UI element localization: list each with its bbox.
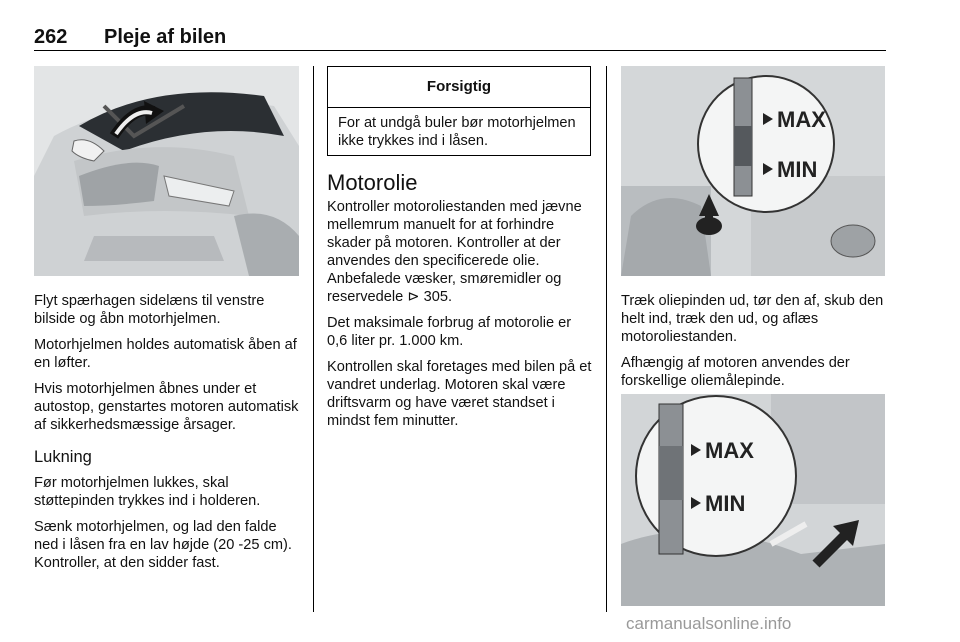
fig2-min-label: MIN [705,491,746,516]
autostop-note: Hvis motorhjelmen åbnes under et autostop, genstartes motoren automatisk af sikkerhedsmæssige årsager. [34,381,299,433]
page-title: Pleje af bilen [104,26,227,48]
page-reference-arrow: ⊳ [407,289,420,305]
fig2-max-label: MAX [705,438,754,463]
watermark: carmanualsonline.info [626,614,792,633]
section-heading-closing: Lukning [34,448,92,466]
page-number: 262 [34,26,68,48]
caution-text: For at undgå buler bør motorhjelmen ikke trykkes ind i låsen. [338,115,576,149]
fig1-min-label: MIN [777,157,818,182]
dipstick-illustration-2 [621,394,885,606]
fig1-max-label: MAX [777,107,826,132]
section-heading-engine-oil: Motorolie [327,170,418,195]
dipstick-illustration-1 [621,66,885,276]
hood-open-instruction: Flyt spærhagen sidelæns til venstre bilside og åbn motorhjelmen. [34,293,265,327]
support-rod-instruction: Før motorhjelmen lukkes, skal støttepinden trykkes ind i holderen. [34,475,261,509]
hood-release-illustration [34,66,299,276]
dipstick-instruction: Træk oliepinden ud, tør den af, skub den helt ind, træk den ud, og aflæs motoroliestanden. [621,293,884,345]
oil-consumption-note: Det maksimale forbrug af motorolie er 0,6 liter pr. 1.000 km. [327,315,572,349]
middle-column-text [327,170,593,438]
left-column-text [34,292,302,580]
header-rule [34,50,886,51]
hood-close-instruction: Sænk motorhjelmen, og lad den falde ned i låsen fra en lav højde (20 -25 cm). Kontroller, at den sidder fast. [34,519,292,571]
caution-box [327,66,591,156]
right-column-text [621,292,889,398]
column-divider-1 [313,66,314,612]
oil-check-intro [327,198,593,306]
oil-check-conditions: Kontrollen skal foretages med bilen på et vandret underlag. Motoren skal være driftsvarm og have været standset i mindst fem minutter. [327,359,592,429]
hood-support-note: Motorhjelmen holdes automatisk åben af en løfter. [34,337,297,371]
caution-title: Forsigtig [328,67,590,108]
page-reference: 305. [419,289,453,305]
dipstick-variant-note: Afhængig af motoren anvendes der forskellige oliemålepinde. [621,355,850,389]
oil-check-text: Kontroller motoroliestanden med jævne mellemrum manuelt for at forhindre skader på motoren. Kontroller at der anvendes den specificerede olie. Anbefalede væsker, smøremidler og reservedele [327,199,582,305]
column-divider-2 [606,66,607,612]
